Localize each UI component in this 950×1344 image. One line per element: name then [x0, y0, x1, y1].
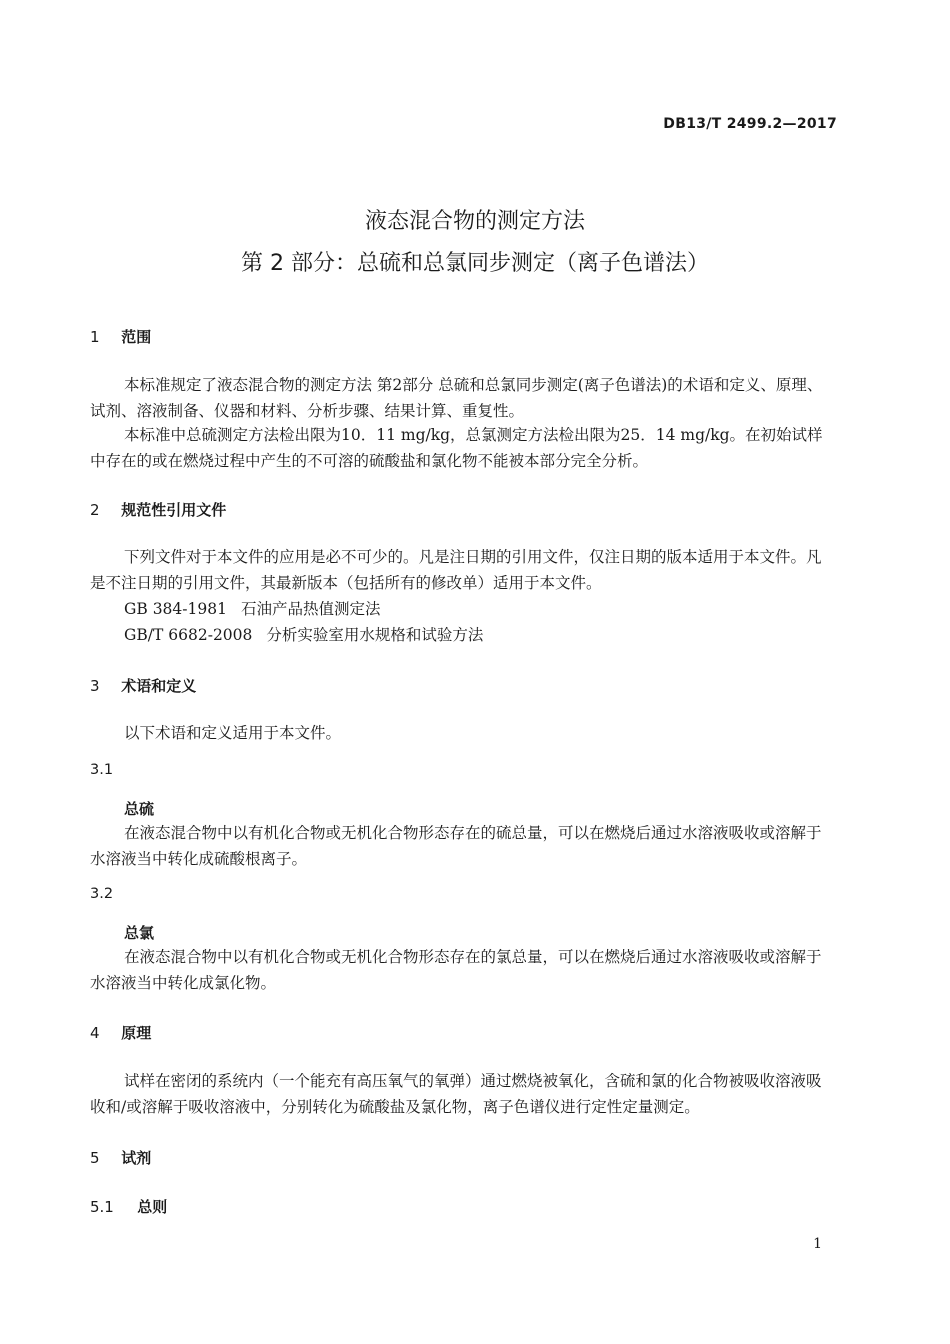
section-title: 术语和定义: [121, 677, 197, 695]
section-heading-principle: [90, 1022, 151, 1043]
paragraph: 下列文件对于本文件的应用是必不可少的。凡是注日期的引用文件，仅注日期的版本适用于本文件。凡是不注日期的引用文件，其最新版本（包括所有的修改单）适用于本文件。: [90, 548, 822, 592]
subsection-title: 总则: [137, 1198, 168, 1216]
section-number: 4: [90, 1024, 100, 1042]
reference-title: 石油产品热值测定法: [240, 600, 381, 618]
section-number: 2: [90, 501, 100, 519]
section-title: 范围: [121, 328, 152, 346]
subsection-heading-general: [90, 1196, 167, 1217]
section-heading-normative-references: [90, 499, 226, 520]
section-title: 规范性引用文件: [121, 501, 227, 519]
section-heading-reagents: [90, 1147, 151, 1168]
paragraph: 本标准中总硫测定方法检出限为10．11 mg/kg，总氯测定方法检出限为25．14 mg/kg。在初始试样中存在的或在燃烧过程中产生的不可溶的硫酸盐和氯化物不能被本部分完全分析。: [90, 426, 823, 470]
section-number: 5: [90, 1149, 100, 1167]
reference-code: GB/T 6682-2008: [124, 626, 253, 644]
paragraph: 试样在密闭的系统内（一个能充有高压氧气的氧弹）通过燃烧被氧化，含硫和氯的化合物被吸收溶液吸收和/或溶解于吸收溶液中，分别转化为硫酸盐及氯化物，离子色谱仪进行定性定量测定。: [90, 1072, 822, 1116]
term-number: 3.2: [90, 886, 114, 902]
reference-code: GB 384-1981: [124, 600, 227, 618]
term-definition: 在液态混合物中以有机化合物或无机化合物形态存在的硫总量，可以在燃烧后通过水溶液吸收或溶解于水溶液当中转化成硫酸根离子。: [90, 824, 822, 868]
section-heading-scope: [90, 326, 151, 347]
page-number: 1: [813, 1236, 822, 1252]
subsection-number: 5.1: [90, 1198, 114, 1216]
term-number: 3.1: [90, 762, 114, 778]
term-definition: 在液态混合物中以有机化合物或无机化合物形态存在的氯总量，可以在燃烧后通过水溶液吸收或溶解于水溶液当中转化成氯化物。: [90, 948, 822, 992]
paragraph: 以下术语和定义适用于本文件。: [124, 724, 342, 742]
section-title: 原理: [121, 1024, 152, 1042]
term-title: 总氯: [124, 924, 155, 942]
document-title: 液态混合物的测定方法: [364, 209, 585, 234]
section-heading-terms: [90, 675, 196, 696]
reference-item: [124, 597, 380, 619]
section-title: 试剂: [121, 1149, 152, 1167]
term-title: 总硫: [124, 800, 155, 818]
section-number: 1: [90, 328, 100, 346]
document-subtitle: 第 2 部分：总硫和总氯同步测定（离子色谱法）: [241, 251, 709, 276]
reference-title: 分析实验室用水规格和试验方法: [266, 626, 484, 644]
section-number: 3: [90, 677, 100, 695]
reference-item: [124, 623, 483, 645]
paragraph: 本标准规定了液态混合物的测定方法 第2部分 总硫和总氯同步测定(离子色谱法)的术语和定义、原理、试剂、溶液制备、仪器和材料、分析步骤、结果计算、重复性。: [90, 376, 823, 420]
standard-code: DB13/T 2499.2—2017: [663, 116, 837, 132]
